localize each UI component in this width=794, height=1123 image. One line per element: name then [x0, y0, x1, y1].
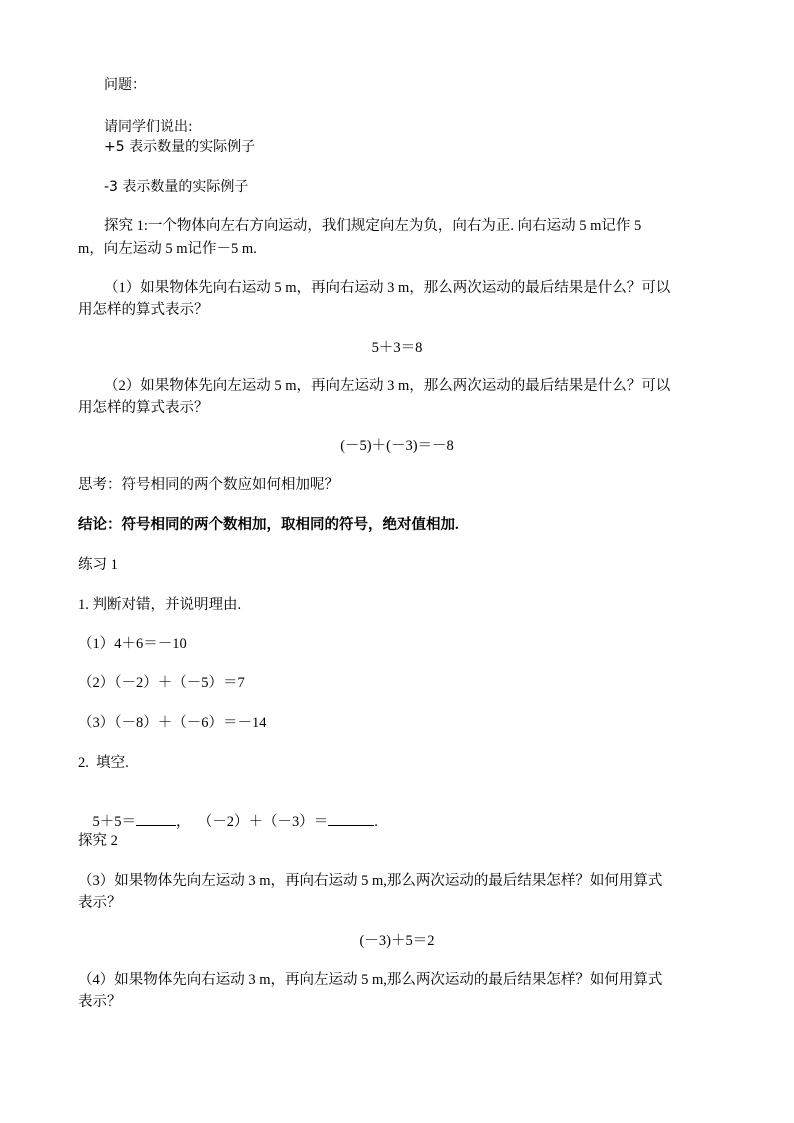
prompt-line: 请同学们说出: [104, 119, 193, 135]
exercise1-item1: （1）4＋6＝－10 [78, 636, 187, 652]
exercise-heading: 练习 1 [78, 557, 118, 573]
heading-question: 问题： [104, 77, 146, 93]
question1-line1: （1）如果物体先向右运动 5 m，再向右运动 3 m，那么两次运动的最后结果是什么？可以 [104, 280, 671, 296]
conclusion-line: 结论：符号相同的两个数相加，取相同的符号，绝对值相加. [78, 517, 459, 533]
answer-blank-2[interactable] [328, 811, 374, 826]
question3-line2: 表示？ [78, 895, 122, 911]
think-line: 思考：符号相同的两个数应如何相加呢？ [78, 477, 339, 493]
exercise2-title: 2. 填空. [78, 755, 129, 771]
fill-expr-1: 5＋5＝ [92, 814, 136, 830]
example-minus3: -3 表示数量的实际例子 [104, 179, 249, 195]
answer-blank-1[interactable] [136, 811, 176, 826]
fill-period: . [374, 814, 378, 830]
question2-line2: 用怎样的算式表示？ [78, 400, 209, 416]
explore1-line2: m，向左运动 5 m记作－5 m. [78, 241, 257, 257]
exercise1-title: 1. 判断对错，并说明理由. [78, 597, 242, 613]
fill-expr-2: ， （－2）＋（－3）＝ [176, 814, 329, 830]
fill-blank-line [78, 793, 378, 849]
equation-2: (－5)＋(－3)＝－8 [340, 438, 454, 454]
question1-line2: 用怎样的算式表示？ [78, 302, 209, 318]
exercise1-item3: （3）（－8）＋（－6）＝－14 [78, 715, 267, 731]
question4-line2: 表示？ [78, 994, 122, 1010]
question4-line1: （4）如果物体先向右运动 3 m，再向左运动 5 m,那么两次运动的最后结果怎样？如何用算式 [78, 972, 663, 988]
explore2-heading: 探究 2 [78, 833, 118, 849]
equation-3: (－3)＋5＝2 [359, 933, 435, 949]
exercise1-item2: （2）（－2）＋（－5）＝7 [78, 675, 245, 691]
question3-line1: （3）如果物体先向左运动 3 m，再向右运动 5 m,那么两次运动的最后结果怎样？如何用算式 [78, 873, 663, 889]
question2-line1: （2）如果物体先向左运动 5 m，再向左运动 3 m，那么两次运动的最后结果是什么？可以 [104, 378, 671, 394]
explore1-line1: 探究 1:一个物体向左右方向运动，我们规定向左为负，向右为正. 向右运动 5 m记作 5 [104, 218, 642, 234]
example-plus5: +5 表示数量的实际例子 [104, 139, 256, 155]
equation-1: 5＋3＝8 [371, 340, 423, 356]
